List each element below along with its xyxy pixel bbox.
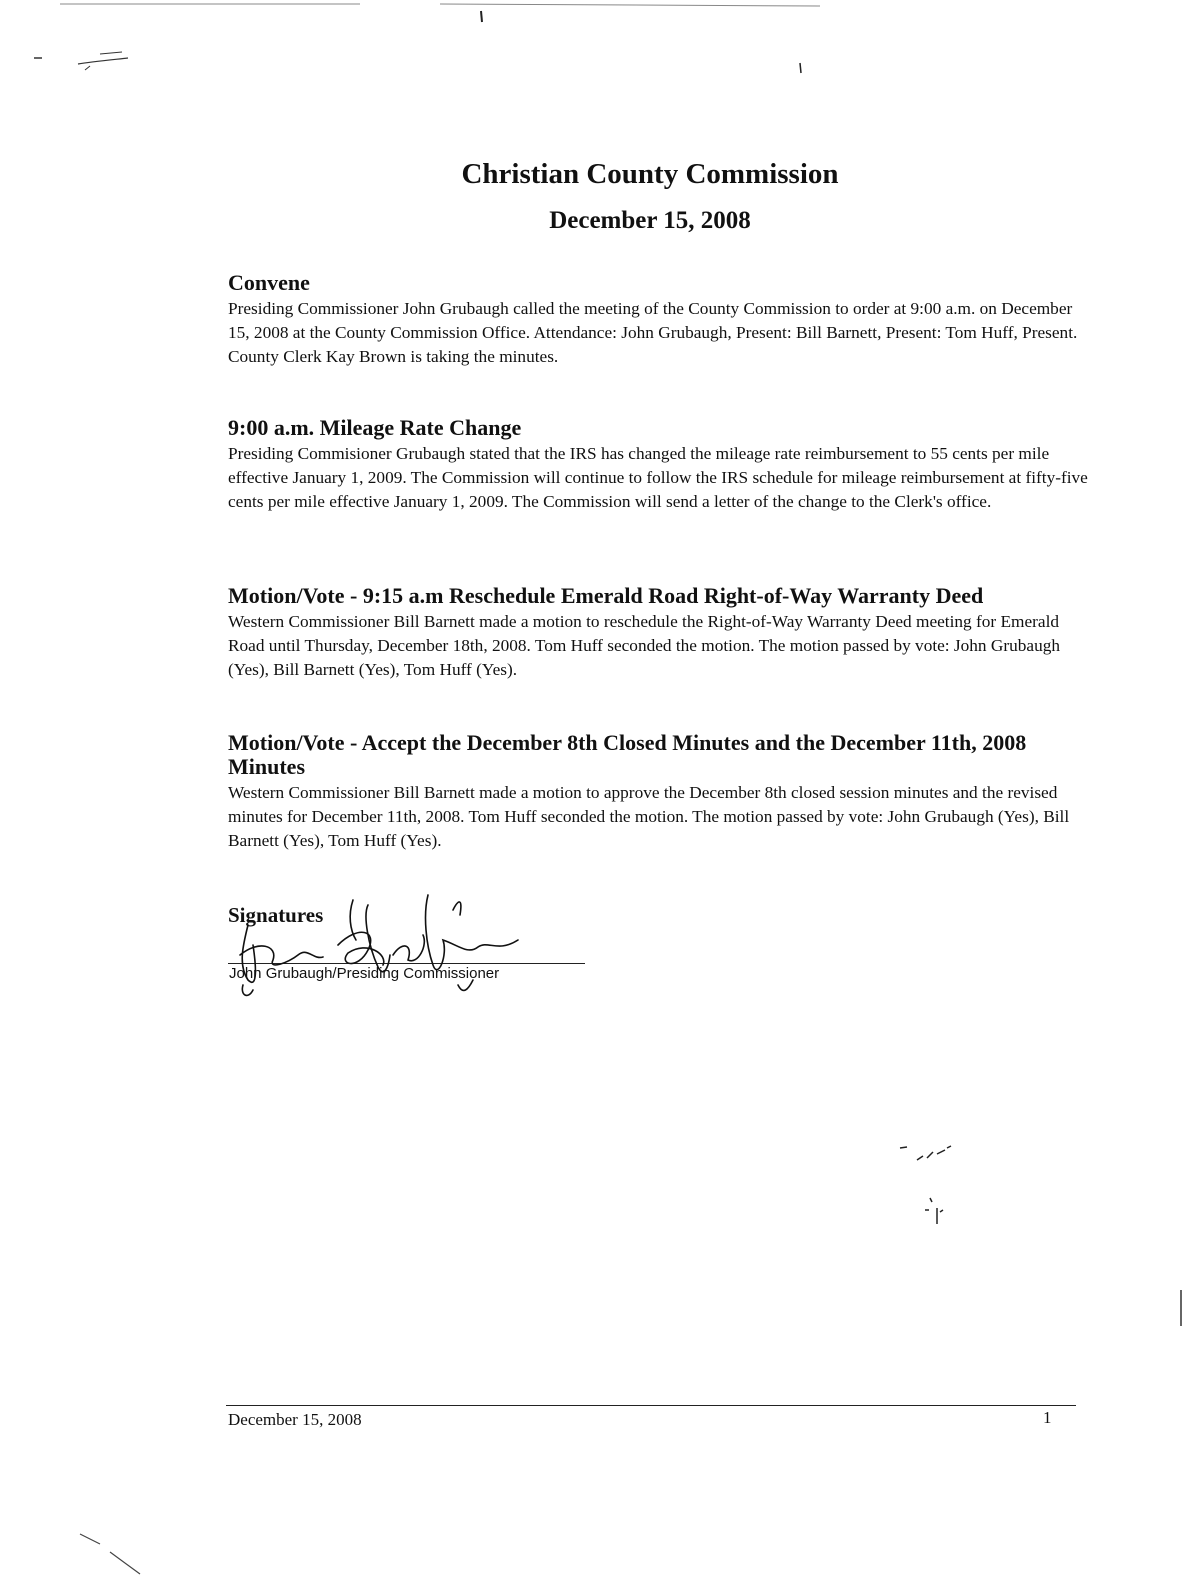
scan-artifact-bottom-left [70, 1530, 150, 1580]
section-accept-minutes-motion [228, 731, 1088, 853]
scan-artifact-tick-2 [797, 62, 805, 76]
signature-caption: John Grubaugh/Presiding Commissioner [229, 965, 500, 982]
section-heading: Motion/Vote - Accept the December 8th Closed Minutes and the December 11th, 2008 Minutes [228, 730, 1027, 779]
section-mileage-rate-change [228, 416, 1088, 514]
scan-artifact-right-edge [1178, 1290, 1184, 1330]
document-title: Christian County Commission [461, 158, 839, 190]
section-emerald-road-motion [228, 584, 1088, 682]
section-heading: 9:00 a.m. Mileage Rate Change [228, 415, 522, 440]
section-body: Presiding Commissioner John Grubaugh called the meeting of the County Commission to order at 9:00 a.m. on December 15, 2008 at the County Commission Office. Attendance: John Grubaugh, Present: Bill Barnett, Present: Tom Huff, Present. County Clerk Kay Brown is taking the minutes. [228, 299, 1078, 366]
handwritten-signature [218, 885, 538, 1005]
section-body: Presiding Commisioner Grubaugh stated that the IRS has changed the mileage rate reimbursement to 55 cents per mile effective January 1, 2009. The Commission will continue to follow the IRS schedule for mileage reimbursement at fifty-five cents per mile effective January 1, 2009. The Commission will send a letter of the change to the Clerk's office. [228, 444, 1088, 511]
section-body: Western Commissioner Bill Barnett made a motion to approve the December 8th closed session minutes and the revised minutes for December 11th, 2008. Tom Huff seconded the motion. The motion passed by vote: John Grubaugh (Yes), Bill Barnett (Yes), Tom Huff (Yes). [228, 783, 1070, 850]
section-heading: Convene [228, 270, 310, 295]
section-convene [228, 271, 1088, 369]
signatures-heading: Signatures [228, 903, 324, 927]
footer-date: December 15, 2008 [228, 1410, 362, 1429]
document-date: December 15, 2008 [549, 207, 751, 234]
scan-artifact-tick-1 [478, 10, 486, 24]
scan-artifact-top-line [60, 0, 820, 10]
section-body: Western Commissioner Bill Barnett made a motion to reschedule the Right-of-Way Warranty Deed meeting for Emerald Road until Thursday, December 18th, 2008. Tom Huff seconded the motion. The motion passed by vote: John Grubaugh (Yes), Bill Barnett (Yes), Tom Huff (Yes). [228, 612, 1061, 679]
scan-artifact-specks [895, 1140, 965, 1230]
footer-rule [226, 1405, 1076, 1406]
section-heading: Motion/Vote - 9:15 a.m Reschedule Emerald Road Right-of-Way Warranty Deed [228, 583, 984, 608]
scan-artifact-top-left [30, 40, 140, 80]
footer-page-number: 1 [1043, 1408, 1052, 1427]
